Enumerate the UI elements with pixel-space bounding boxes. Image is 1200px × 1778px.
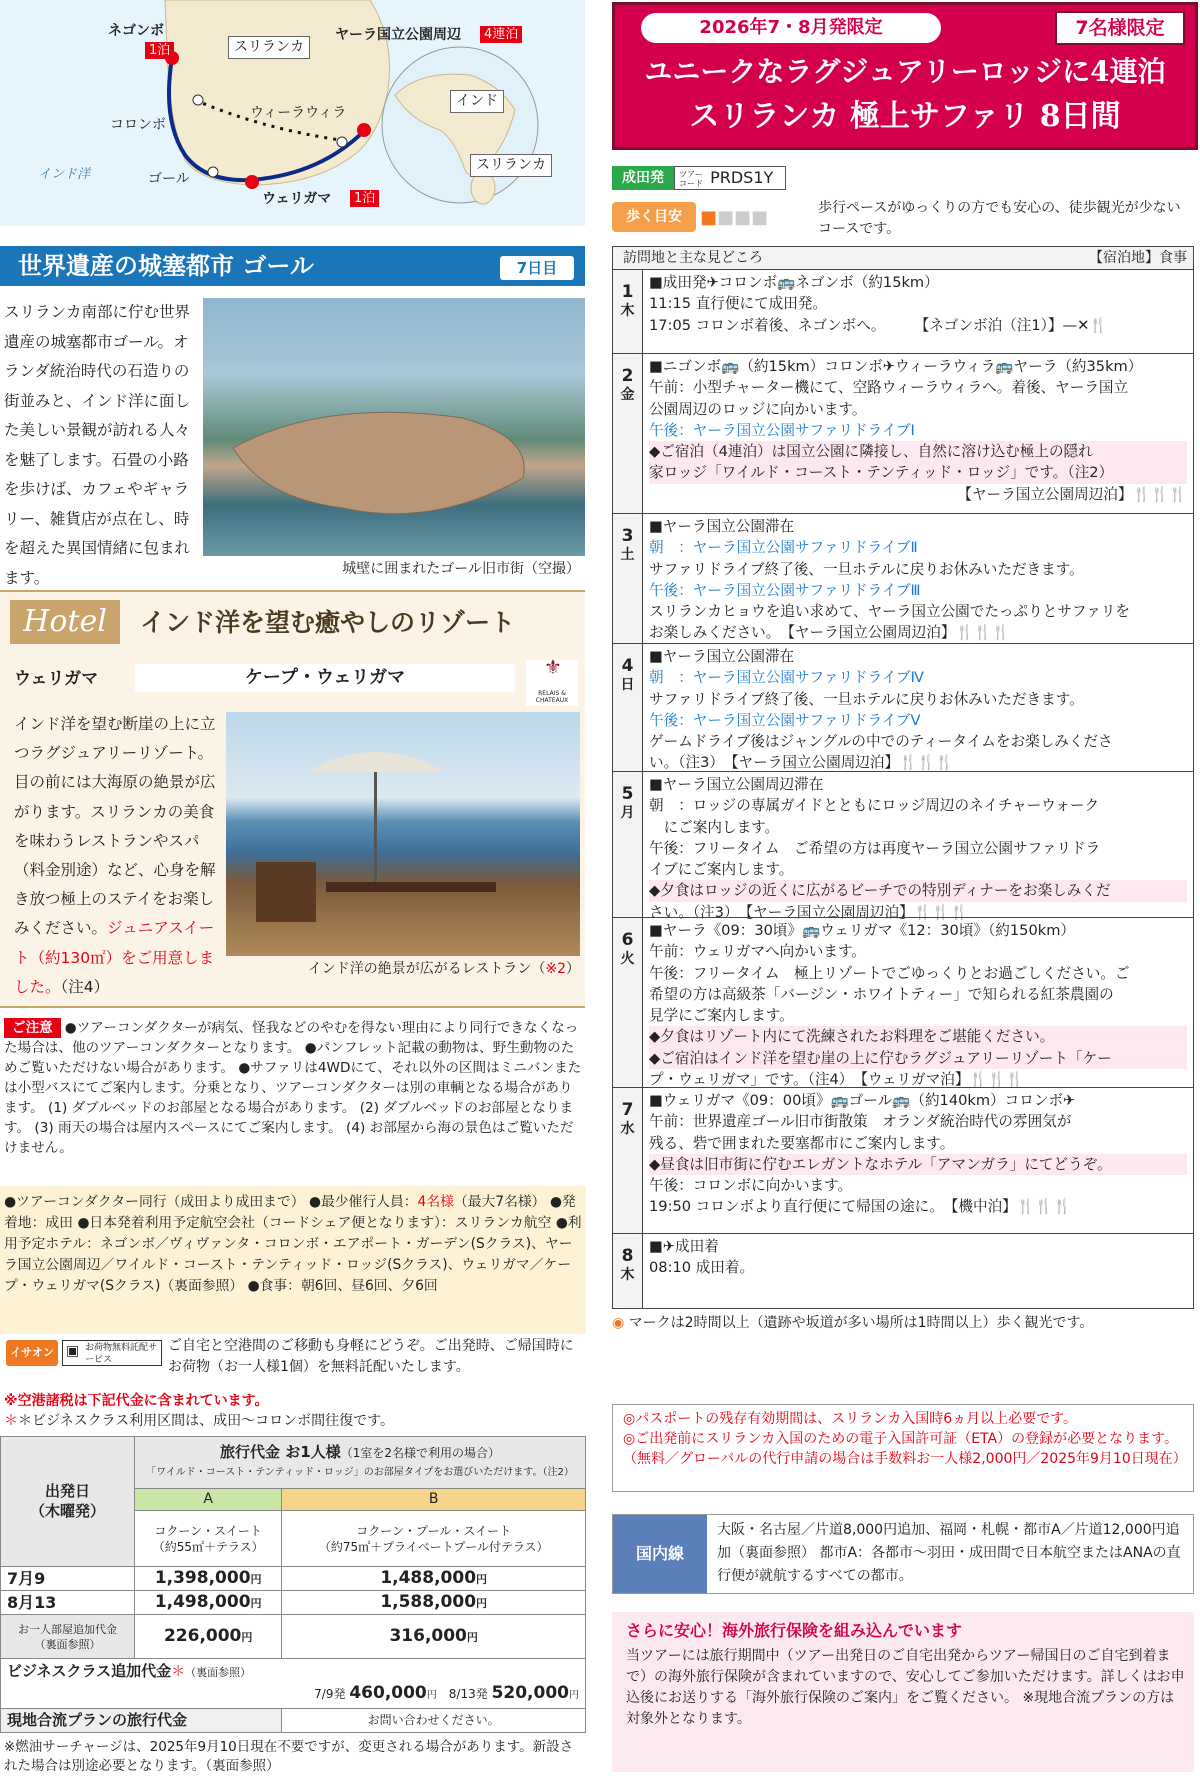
local-value: お問い合わせください。	[282, 1709, 586, 1733]
hotel-section	[0, 590, 585, 1008]
hotel-photo	[226, 712, 580, 956]
notice-text: ●ツアーコンダクターが病気、怪我などのやむを得ない理由により同行できなくなった場合は、他のツアーコンダクターとなります。 ●パンフレット記載の動物は、野生動物のためご覧いただけない場合があります。 ●サファリは4WDにて、それ以外の区間はミニバンまたは小型バスにてご案内します。分乗となり、ツアーコンダクターは別の車輌となる場合があります。 (1) ダブルベッドのお部屋となる場合があります。 (2) ダブルベッドのお部屋となります。 (3) 雨天の場合は屋内スペースにてご案内します。 (4) お部屋から海の景色はご覧いただけません。	[4, 1020, 582, 1156]
single-a: 226,000円	[135, 1615, 282, 1659]
walk-label: 歩く目安	[612, 202, 696, 232]
insurance-block	[612, 1612, 1194, 1772]
tax-note: ※空港諸税は下記代金に含まれています。	[4, 1393, 269, 1409]
day-8-text: ■✈成田着 08:10 成田着。	[649, 1238, 755, 1277]
fleur-icon: ⚜	[544, 655, 562, 679]
fare-head-note: 「ワイルド・コースト・テンティッド・ロッジ」のお部屋タイプをお選びいただけます。（注2）	[146, 1467, 574, 1478]
hotel-desc: インド洋を望む断崖の上に立つラグジュアリーリゾート。目の前には大海原の絶景が広がります。スリランカの美食を味わうレストランやスパ（料金別途）など、心身を解き放つ極上のステイをお楽しみください。	[14, 715, 216, 938]
day-6: 6 火 ■ヤーラ《09：30頃》🚌ウェリガマ《12：30頃》（約150km） 午前：ウェリガマへ向かいます。 午後：フリータイム 極上リゾートでごゆっくりとお過ごしください。ご 希望の方は高級茶「バージン・ホワイトティー」で知られる紅茶農園の 見学にご案内します。 ◆夕食はリゾート内にて洗練されたお料理をご堪能ください。 ◆ご宿泊はインド洋を望む崖の上に佇むラグジュアリーリゾート「ケー プ・ウェリガマ」です。（注4） 【ウェリガマ泊】🍴🍴🍴	[613, 917, 1193, 1087]
biz-note: ＊＊ビジネスクラス利用区間は、成田〜コロンボ間往復です。	[4, 1413, 395, 1429]
galle-day-badge: 7日目	[500, 256, 574, 280]
tour-title-2: スリランカ 極上サファリ 8日間	[689, 99, 1121, 134]
day-5-text: ■ヤーラ国立公園周辺滞在 朝 ：ロッジの専属ガイドとともにロッジ周辺のネイチャーウォーク にご案内します。 午後：フリータイム ご希望の方は再度ヤーラ国立公園サファリドラ イブにご案内します。 ◆夕食はロッジの近くに広がるビーチでの特別ディナーをお楽しみくだ さい。（注3） 【ヤーラ国立公園周辺泊】🍴🍴🍴	[649, 774, 1187, 923]
price-table	[0, 1436, 586, 1733]
hotel-title: インド洋を望む癒やしのリゾート	[140, 608, 516, 637]
map-label-galle: ゴール	[148, 171, 190, 187]
info-text-2: （最大7名様） ●発着地：成田 ●日本発着利用予定航空会社（コードシェア便となります）：スリランカ航空 ●利用予定ホテル：ネゴンボ／ヴィヴァンタ・コロンボ・エアポート・ガーデン(Sクラス)、ヤーラ国立公園周辺／ワイルド・コースト・テンティッド・ロッジ(Sクラス)、ウェリガマ／ケープ・ウェリガマ(Sクラス)（裏面参照） ●食事：朝6回、昼6回、夕6回	[4, 1194, 582, 1294]
tour-title-1: ユニークなラグジュアリーロッジに4連泊	[644, 55, 1166, 88]
hotel-caption-note: ※2	[545, 961, 566, 977]
day-1-text: ■成田発✈コロンボ🚌ネゴンボ（約15km） 11:15 直行便にて成田発。 17:05 コロンボ着後、ネゴンボへ。 【ネゴンボ泊（注1）】—✕🍴	[649, 274, 1108, 334]
walk-mark-icon: ◉	[612, 1315, 625, 1331]
passport-l1: ◎パスポートの残存有効期間は、スリランカ入国時6ヵ月以上必要です。	[623, 1411, 1078, 1427]
fuel-note: ※燃油サーチャージは、2025年9月10日現在不要ですが、変更される場合があります。新設された場合は別途必要となります。（裏面参照）	[4, 1739, 574, 1774]
map-tag-negombo: 1泊	[145, 42, 174, 59]
isaon-icon: イサオン	[6, 1340, 58, 1366]
row1-a: 1,398,000円	[135, 1567, 282, 1591]
room-a: コクーン・スイート （約55㎡＋テラス）	[135, 1511, 282, 1567]
insurance-text: 当ツアーには旅行期間中（ツアー出発日のご自宅出発からツアー帰国日のご自宅到着まで）の海外旅行保険が含まれていますので、安心してご参加いただけます。詳しくはお申込後にお送りする「海外旅行保険のご案内」をご覧ください。 ※現地合流プランの方は対象外となります。	[626, 1648, 1185, 1727]
domestic-block	[612, 1514, 1194, 1594]
single-label: お一人部屋追加代金 （裏面参照）	[1, 1615, 135, 1659]
baggage-text: ご自宅と空港間のご移動も身軽にどうぞ。ご出発時、ご帰国時にお荷物（お一人様1個）を無料託配いたします。	[168, 1338, 574, 1375]
galle-title: 世界遺産の城塞都市 ゴール	[0, 246, 585, 286]
room-b: コクーン・プール・スイート （約75㎡＋プライベートプール付テラス）	[282, 1511, 586, 1567]
walk-shoes-icon: ■■■■	[700, 207, 769, 228]
tour-code: PRDS1Y	[710, 168, 774, 187]
suitcase-icon: ▣	[66, 1343, 80, 1359]
route-map	[0, 0, 585, 226]
map-label-colombo: コロンボ	[110, 117, 166, 133]
hotel-caption	[226, 960, 580, 979]
local-label: 現地合流プランの旅行代金	[1, 1709, 282, 1733]
info-min: 4名様	[417, 1194, 454, 1210]
hotel-area: ウェリガマ	[14, 669, 99, 689]
info-text-1: ●ツアーコンダクター同行（成田より成田まで） ●最少催行人員：	[4, 1194, 418, 1210]
insurance-title: さらに安心！海外旅行保険を組み込んでいます	[626, 1621, 963, 1640]
hotel-note: （注4）	[60, 977, 110, 996]
type-a-head: A	[135, 1489, 282, 1511]
row2-b: 1,588,000円	[282, 1591, 586, 1615]
day-2-text: ■ニゴンボ🚌（約15km）コロンボ✈ウィーラウィラ🚌ヤーラ（約35km） 午前：小型チャーター機にて、空路ウィーラウィラへ。着後、ヤーラ国立 公園周辺のロッジに向かいます。 午後：ヤーラ国立公園サファリドライブⅠ ◆ご宿泊（4連泊）は国立公園に隣接し、自然に溶け込む極上の隠れ 家ロッジ「ワイルド・コースト・テンティッド・ロッジ」です。（注2） 【ヤーラ国立公園周辺泊】🍴🍴🍴	[649, 358, 1187, 503]
galle-photo	[203, 298, 585, 556]
hotel-photo-art	[226, 712, 580, 956]
hotel-caption-end: ）	[566, 961, 580, 977]
info-block	[0, 1186, 586, 1334]
row2-a: 1,498,000円	[135, 1591, 282, 1615]
galle-caption: 城壁に囲まれたゴール旧市街（空撮）	[342, 561, 580, 577]
map-tag-yala: 4連泊	[480, 26, 522, 43]
day-3-text: ■ヤーラ国立公園滞在 朝 ：ヤーラ国立公園サファリドライブⅡ サファリドライブ終了後、一旦ホテルに戻りお休みいただきます。 午後：ヤーラ国立公園サファリドライブⅢ スリランカヒョウを追い求めて、ヤーラ国立公園でたっぷりとサファリを お楽しみください。 【ヤーラ国立公園周辺泊】🍴🍴🍴	[649, 518, 1131, 642]
galle-text: スリランカ南部に佇む世界遺産の城塞都市ゴール。オランダ統治時代の石造りの街並みと、インド洋に面した美しい景観が訪れる人々を魅了します。石畳の小路を歩けば、カフェやギャラリー、雑貨店が点在し、時を超えた異国情緒に包まれます。	[4, 303, 191, 587]
map-box-srilanka: スリランカ	[228, 36, 310, 59]
type-b-head: B	[282, 1489, 586, 1511]
info-text	[4, 1192, 582, 1297]
fare-head	[135, 1437, 586, 1489]
fare-head-sub: （1室を2名様で利用の場合）	[340, 1446, 500, 1460]
notice-block	[4, 1018, 586, 1158]
hotel-script: Hotel	[10, 600, 120, 644]
hotel-name: ケープ・ウェリガマ	[135, 664, 515, 692]
day-7: 7 水 ■ウェリガマ《09：00頃》🚌ゴール🚌（約140km）コロンボ✈ 午前：世界遺産ゴール旧市街散策 オランダ統治時代の雰囲気が 残る、砦で囲まれた要塞都市にご案内します。 ◆昼食は旧市街に佇むエレガントなホテル「アマンガラ」にてどうぞ。 午後：コロンボに向かいます。 19:50 コロンボより直行便にて帰国の途に。 【機中泊】🍴🍴🍴	[613, 1087, 1193, 1233]
walk-note	[612, 1314, 1194, 1333]
baggage-service-icon	[62, 1340, 162, 1366]
biz-p1: 460,000	[349, 1683, 427, 1704]
itinerary-table	[612, 246, 1194, 1309]
map-label-weligama: ウェリガマ	[262, 191, 332, 207]
hotel-room-note: ジュニアスイート（約130㎡）をご用意しました。	[14, 919, 215, 996]
dep-col-head: 出発日 （木曜発）	[1, 1437, 135, 1567]
biz-d2: 8/13発	[448, 1687, 488, 1702]
map-label-wirawila: ウィーラウィラ	[250, 105, 347, 121]
hotel-text	[14, 710, 224, 1002]
day-2: 2 金 ■ニゴンボ🚌（約15km）コロンボ✈ウィーラウィラ🚌ヤーラ（約35km） 午前：小型チャーター機にて、空路ウィーラウィラへ。着後、ヤーラ国立 公園周辺のロッジに向かいます。 午後：ヤーラ国立公園サファリドライブⅠ ◆ご宿泊（4連泊）は国立公園に隣接し、自然に溶け込む極上の隠れ 家ロッジ「ワイルド・コースト・テンティッド・ロッジ」です。（注2） 【ヤーラ国立公園周辺泊】🍴🍴🍴	[613, 353, 1193, 513]
relais-logo	[526, 655, 578, 706]
domestic-label: 国内線	[613, 1515, 707, 1593]
map-box-india: インド	[450, 90, 504, 113]
biz-p2: 520,000	[491, 1683, 569, 1704]
passport-block	[612, 1404, 1194, 1492]
row1-date: 7月9	[1, 1567, 135, 1591]
map-label-sea: インド洋	[38, 167, 91, 182]
biz-d1: 7/9発	[314, 1687, 346, 1702]
baggage-service-text: お荷物無料託配サービス	[85, 1343, 158, 1365]
map-label-negombo: ネゴンボ	[108, 23, 164, 39]
notice-label: ご注意	[4, 1018, 61, 1038]
itin-head-left: 訪問地と主な見どころ	[623, 250, 763, 266]
hotel-caption-text: インド洋の絶景が広がるレストラン（	[307, 961, 546, 977]
tour-code-label: ツアーコード	[679, 169, 703, 188]
tour-header	[612, 2, 1198, 150]
domestic-text: 大阪・名古屋／片道8,000円追加、福岡・札幌・都市A／片道12,000円追加（裏面参照） 都市A：各都市〜羽田・成田間で日本航空またはANAの直行便が就航するすべての都市。	[717, 1522, 1181, 1584]
biz-note-text: ＊ビジネスクラス利用区間は、成田〜コロンボ間往復です。	[18, 1413, 395, 1429]
map-tag-weligama: 1泊	[350, 190, 379, 207]
map-box-srilanka-inset: スリランカ	[470, 154, 552, 177]
day-7-text: ■ウェリガマ《09：00頃》🚌ゴール🚌（約140km）コロンボ✈ 午前：世界遺産ゴール旧市街散策 オランダ統治時代の雰囲気が 残る、砦で囲まれた要塞都市にご案内します。 ◆昼食は旧市街に佇むエレガントなホテル「アマンガラ」にてどうぞ。 午後：コロンボに向かいます。 19:50 コロンボより直行便にて帰国の途に。 【機中泊】🍴🍴🍴	[649, 1090, 1187, 1218]
walk-text: 歩行ペースがゆっくりの方でも安心の、徒歩観光が少ないコースです。	[818, 200, 1181, 237]
biz-ref: （裏面参照）	[185, 1666, 252, 1680]
day-4: 4 日 ■ヤーラ国立公園滞在 朝 ：ヤーラ国立公園サファリドライブⅣ サファリドライブ終了後、一旦ホテルに戻りお休みいただきます。 午後：ヤーラ国立公園サファリドライブⅤ ゲームドライブ後はジャングルの中でのティータイムをお楽しみくださ い。（注3） 【ヤーラ国立公園周辺泊】🍴🍴🍴	[613, 643, 1193, 771]
galle-photo-art	[203, 298, 585, 556]
day-5: 5 月 ■ヤーラ国立公園周辺滞在 朝 ：ロッジの専属ガイドとともにロッジ周辺のネイチャーウォーク にご案内します。 午後：フリータイム ご希望の方は再度ヤーラ国立公園サファリドラ イブにご案内します。 ◆夕食はロッジの近くに広がるビーチでの特別ディナーをお楽しみくだ さい。（注3） 【ヤーラ国立公園周辺泊】🍴🍴🍴	[613, 771, 1193, 917]
biz-label: ビジネスクラス追加代金	[7, 1662, 172, 1681]
date-badge: 2026年7・8月発限定	[641, 13, 941, 43]
biz-row: ビジネスクラス追加代金＊（裏面参照） 7/9発 460,000円 8/13発 520,000円	[1, 1659, 586, 1709]
map-label-yala: ヤーラ国立公園周辺	[335, 27, 461, 43]
day-4-text: ■ヤーラ国立公園滞在 朝 ：ヤーラ国立公園サファリドライブⅣ サファリドライブ終了後、一旦ホテルに戻りお休みいただきます。 午後：ヤーラ国立公園サファリドライブⅤ ゲームドライブ後はジャングルの中でのティータイムをお楽しみくださ い。（注3） 【ヤーラ国立公園周辺泊】🍴🍴🍴	[649, 648, 1113, 772]
day-6-text: ■ヤーラ《09：30頃》🚌ウェリガマ《12：30頃》（約150km） 午前：ウェリガマへ向かいます。 午後：フリータイム 極上リゾートでごゆっくりとお過ごしください。ご 希望の方は高級茶「バージン・ホワイトティー」で知られる紅茶農園の 見学にご案内します。 ◆夕食はリゾート内にて洗練されたお料理をご堪能ください。 ◆ご宿泊はインド洋を望む崖の上に佇むラグジュアリーリゾート「ケー プ・ウェリガマ」です。（注4） 【ウェリガマ泊】🍴🍴🍴	[649, 920, 1187, 1090]
passport-l2: ◎ご出発前にスリランカ入国のための電子入国許可証（ETA）の登録が必要となります。（無料／グローバルの代行申請の場合は手数料お一人様2,000円／2025年9月10日現在）	[623, 1431, 1187, 1467]
departure-badge: 成田発	[612, 166, 674, 190]
day-8: 8 木 ■✈成田着 08:10 成田着。	[613, 1233, 1193, 1308]
relais-logo-text: RELAIS & CHATEAUX	[535, 690, 569, 704]
row2-date: 8月13	[1, 1591, 135, 1615]
walk-note-text: マークは2時間以上（遺跡や坂道が多い場所は1時間以上）歩く観光です。	[628, 1315, 1094, 1331]
itin-head	[613, 247, 1193, 269]
fare-head-title: 旅行代金 お1人様	[220, 1443, 341, 1461]
single-b: 316,000円	[282, 1615, 586, 1659]
itin-head-right: 【宿泊地】食事	[1089, 250, 1187, 266]
limit-badge: 7名様限定	[1055, 11, 1185, 45]
row1-b: 1,488,000円	[282, 1567, 586, 1591]
day-1: 1 木 ■成田発✈コロンボ🚌ネゴンボ（約15km） 11:15 直行便にて成田発。 17:05 コロンボ着後、ネゴンボへ。 【ネゴンボ泊（注1）】—✕🍴	[613, 269, 1193, 353]
day-3: 3 土 ■ヤーラ国立公園滞在 朝 ：ヤーラ国立公園サファリドライブⅡ サファリドライブ終了後、一旦ホテルに戻りお休みいただきます。 午後：ヤーラ国立公園サファリドライブⅢ スリランカヒョウを追い求めて、ヤーラ国立公園でたっぷりとサファリを お楽しみください。 【ヤーラ国立公園周辺泊】🍴🍴🍴	[613, 513, 1193, 643]
tour-code-box	[674, 166, 786, 190]
